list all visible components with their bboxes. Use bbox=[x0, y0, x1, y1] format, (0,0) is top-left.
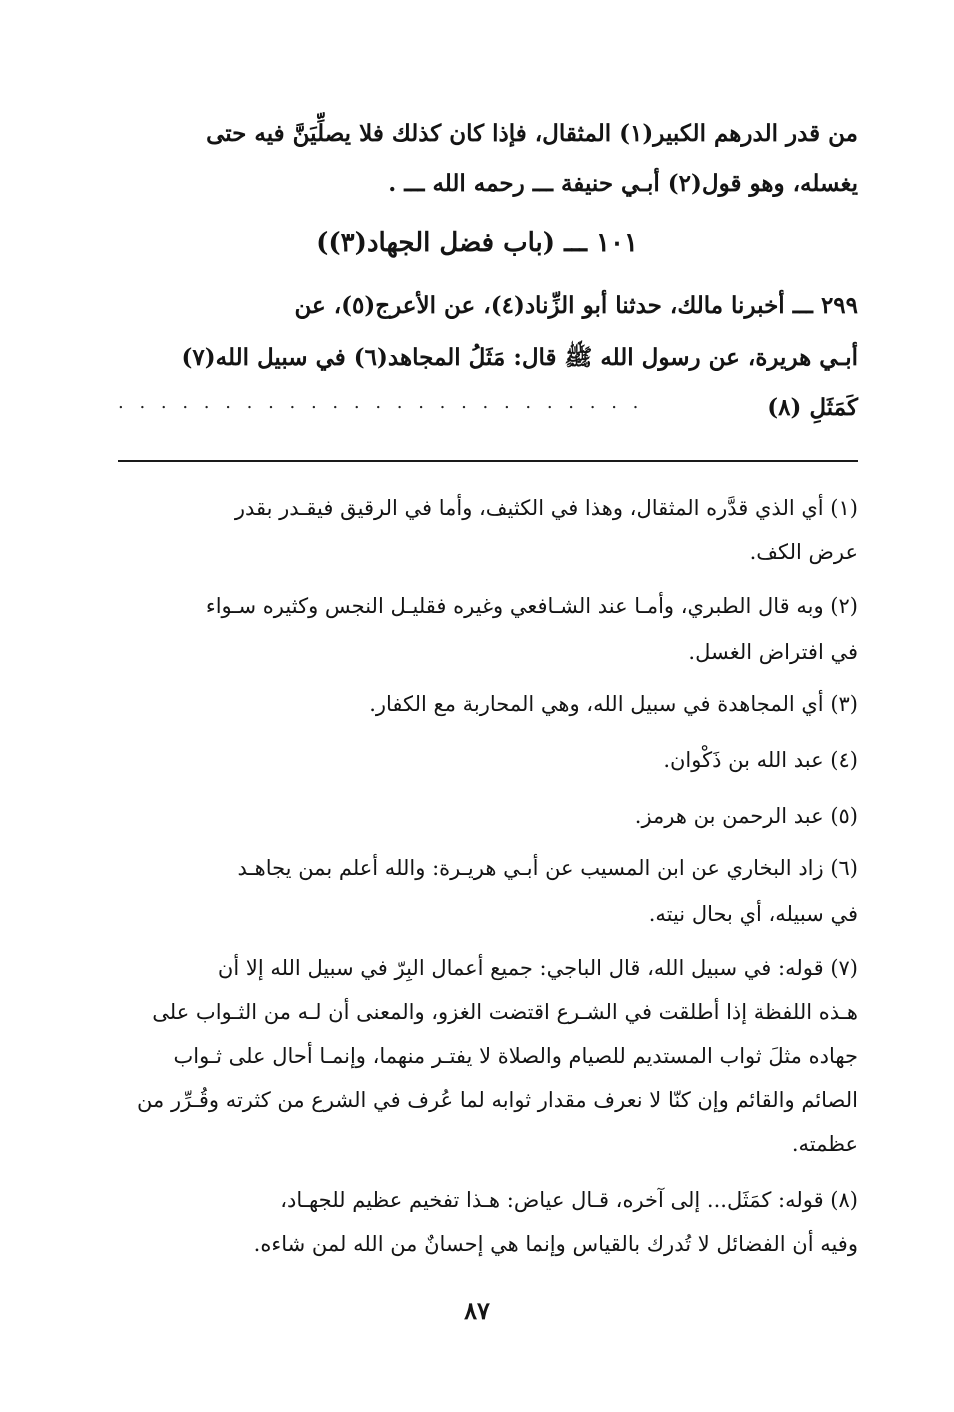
footnote-4: (٤) عبد الله بن ذَكْوان. bbox=[663, 748, 858, 772]
footnote-6-line-2: في سبيله، أي بحال نيته. bbox=[648, 902, 858, 926]
footnote-2-line-2: في افتراض الغسل. bbox=[688, 640, 858, 664]
footnote-3: (٣) أي المجاهدة في سبيل الله، وهي المحاربة مع الكفار. bbox=[369, 692, 858, 716]
footnote-separator bbox=[118, 460, 858, 462]
footnote-7-line-2: هـذه اللفظة إذا أطلقت في الشـرع اقتضت الغزو، والمعنى أن لـه من الثـواب على bbox=[152, 1000, 858, 1024]
footnote-1-line-1: (١) أي الذي قدَّره المثقال، وهذا في الكثيف، وأما في الرقيق فيقـدر بقدر bbox=[234, 496, 858, 520]
footnote-5: (٥) عبد الرحمن بن هرمز. bbox=[634, 804, 858, 828]
main-text-line-1: من قدر الدرهم الكبير(١) المثقال، فإذا كان كذلك فلا يصلِّيَنَّ فيه حتى bbox=[206, 120, 858, 147]
footnote-7-line-1: (٧) قوله: في سبيل الله، قال الباجي: جميع أعمال البِرّ في سبيل الله إلا أن bbox=[217, 956, 858, 980]
footnote-8-line-2: وفيه أن الفضائل لا تُدرك بالقياس وإنما هي إحسانٌ من الله لمن شاءه. bbox=[253, 1232, 858, 1256]
hadith-line-1: ٢٩٩ ـــ أخبرنا مالك، حدثنا أبو الزِّناد(٤)، عن الأعرج(٥)، عن bbox=[294, 292, 858, 319]
footnote-7-line-4: الصائم والقائم وإن كنّا لا نعرف مقدار ثوابه لما عُرف في الشرع من كثرته وقُـرِّر من bbox=[137, 1088, 858, 1112]
hadith-line-3: كَمَثَلِ (٨) bbox=[767, 394, 858, 421]
chapter-heading: ١٠١ ـــ (باب فضل الجهاد(٣)) bbox=[316, 228, 638, 258]
footnote-1-line-2: عرض الكف. bbox=[749, 540, 858, 564]
continuation-dots: . . . . . . . . . . . . . . . . . . . . . . . . . bbox=[118, 392, 644, 413]
hadith-line-2: أبـي هريرة، عن رسول الله ﷺ قال: مَثَلُ المجاهد(٦) في سبيل الله(٧) bbox=[181, 344, 858, 371]
footnote-7-line-5: عظمته. bbox=[791, 1132, 858, 1156]
page-number: ٨٧ bbox=[464, 1296, 490, 1325]
footnote-6-line-1: (٦) زاد البخاري عن ابن المسيب عن أبـي هريـرة: والله أعلم بمن يجاهـد bbox=[237, 856, 858, 880]
main-text-line-2: يغسله، وهو قول(٢) أبـي حنيفة ـــ رحمه الله ـــ . bbox=[388, 170, 858, 197]
footnote-8-line-1: (٨) قوله: كمَثَل... إلى آخره، قـال عياض: هـذا تفخيم عظيم للجهـاد، bbox=[280, 1188, 858, 1212]
footnote-2-line-1: (٢) وبه قال الطبري، وأمـا عند الشـافعي وغيره فقليـل النجس وكثيره سـواء bbox=[205, 594, 858, 618]
footnote-7-line-3: جهاده مثلَ ثواب المستديم للصيام والصلاة لا يفتـر منهما، وإنمـا أحال على ثـواب bbox=[173, 1044, 858, 1068]
